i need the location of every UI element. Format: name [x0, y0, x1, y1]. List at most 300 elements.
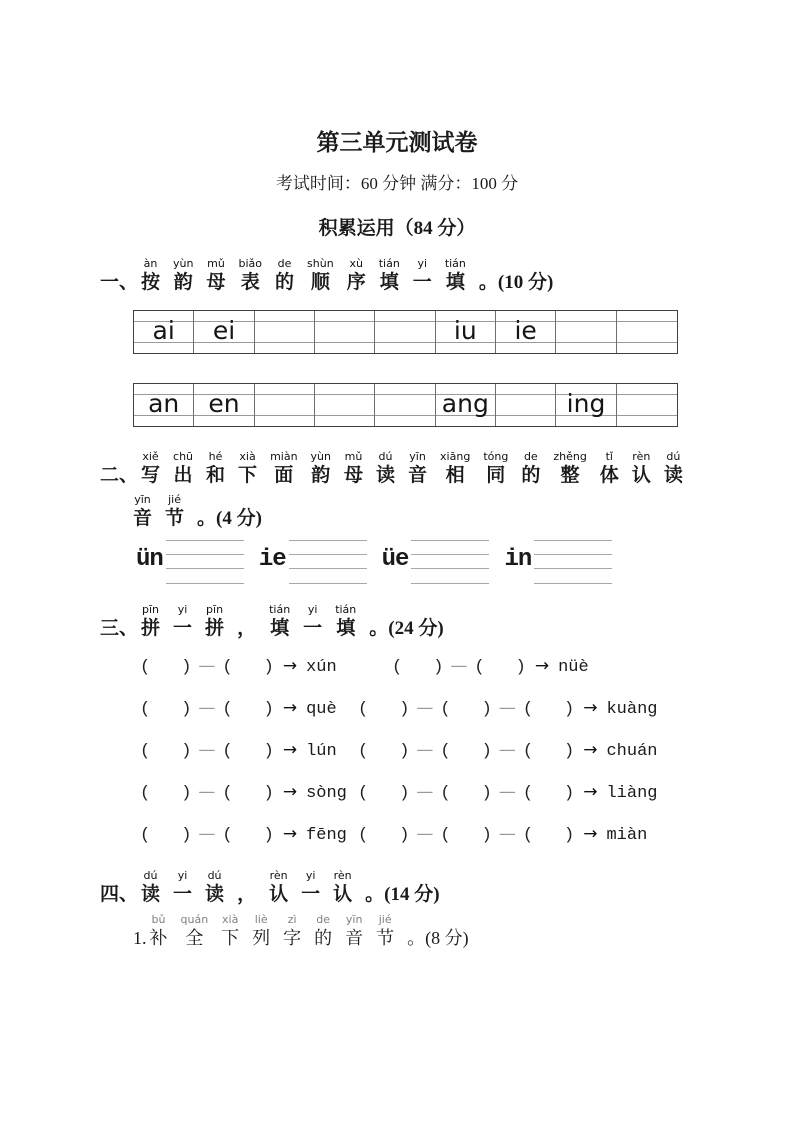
- final-label: ie: [258, 546, 286, 573]
- close-paren: ): [564, 826, 575, 845]
- hanzi-with-pinyin: [379, 257, 400, 294]
- hanzi-with-pinyin: [275, 257, 294, 294]
- hanzi-char: 按: [141, 272, 161, 293]
- final-cell-filled: [194, 384, 254, 426]
- connector-dash: —: [198, 656, 216, 676]
- pinyin-annotation: yi: [417, 257, 428, 270]
- pinyin-annotation: xià: [222, 913, 239, 926]
- close-paren: ): [564, 742, 575, 761]
- bracket-group: [140, 700, 274, 719]
- final-cell-blank: [496, 384, 556, 426]
- question-4-sub1-header: [133, 910, 794, 950]
- connector-dash: —: [498, 824, 516, 844]
- hanzi-char: 韵: [173, 272, 193, 293]
- spelling-row: [140, 740, 794, 763]
- hanzi-char: 母: [206, 272, 226, 293]
- spelling-right: [358, 740, 657, 761]
- close-paren: ): [181, 826, 192, 845]
- answer-item: [259, 540, 367, 584]
- hanzi-char: 的: [314, 928, 333, 948]
- final-text: an: [148, 389, 180, 418]
- hanzi-with-pinyin: [173, 257, 193, 294]
- hanzi-char: 表: [240, 272, 260, 293]
- hanzi-with-pinyin: [483, 450, 508, 487]
- final-label: in: [504, 546, 532, 573]
- connector-dash: —: [450, 656, 468, 676]
- hanzi-with-pinyin: [141, 869, 160, 906]
- hanzi-with-pinyin: [269, 869, 288, 906]
- final-text: ie: [514, 316, 537, 345]
- answer-item: [504, 540, 612, 584]
- pinyin-annotation: hé: [208, 450, 223, 463]
- pinyin-annotation: zhěng: [553, 450, 587, 463]
- final-label: üe: [381, 546, 409, 573]
- syllable: lún: [306, 742, 337, 761]
- pinyin-annotation: yīn: [409, 450, 426, 463]
- hanzi-with-pinyin: [141, 257, 160, 294]
- hanzi-char: 出: [173, 465, 193, 486]
- connector-dash: —: [416, 824, 434, 844]
- arrow-icon: →: [583, 740, 598, 760]
- hanzi-with-pinyin: [205, 603, 224, 640]
- open-paren: (: [140, 700, 151, 719]
- open-paren: (: [358, 784, 369, 803]
- hanzi-char: 一: [301, 884, 321, 905]
- hanzi-with-pinyin: [205, 869, 224, 906]
- open-paren: (: [222, 658, 233, 677]
- hanzi-char: 字: [283, 928, 302, 948]
- final-cell-blank: [375, 311, 435, 353]
- spelling-left: [140, 656, 358, 677]
- close-paren: ): [181, 658, 192, 677]
- arrow-icon: →: [282, 740, 298, 760]
- hanzi-char: 一: [173, 884, 193, 905]
- hanzi-char: 母: [344, 465, 364, 486]
- question-points: 。(14 分): [365, 884, 440, 905]
- spelling-left: [140, 824, 358, 845]
- hanzi-with-pinyin: [141, 450, 160, 487]
- bracket-group: [392, 658, 526, 677]
- pinyin-annotation: dú: [666, 450, 681, 463]
- final-cell-filled: [436, 384, 496, 426]
- hanzi-char: 节: [165, 508, 185, 529]
- hanzi-with-pinyin: [347, 257, 366, 294]
- hanzi-char: ，: [237, 884, 257, 905]
- open-paren: (: [522, 700, 534, 719]
- hanzi-char: 填: [270, 618, 290, 639]
- final-cell-blank: [255, 311, 315, 353]
- question-2-header-line1: [100, 447, 794, 487]
- connector-dash: —: [198, 698, 216, 718]
- open-paren: (: [140, 826, 151, 845]
- close-paren: ): [263, 658, 274, 677]
- syllable: liàng: [606, 784, 658, 803]
- pinyin-annotation: de: [277, 257, 292, 270]
- hanzi-char: 读: [663, 465, 683, 486]
- pinyin-annotation: xià: [239, 450, 256, 463]
- question-text-ruby: [141, 447, 696, 487]
- open-paren: (: [222, 826, 233, 845]
- pinyin-annotation: liè: [254, 913, 268, 926]
- hanzi-with-pinyin: [173, 603, 192, 640]
- arrow-icon: →: [583, 824, 598, 844]
- hanzi-with-pinyin: [165, 493, 184, 530]
- hanzi-with-pinyin: [270, 450, 297, 487]
- bracket-group: [140, 826, 274, 845]
- bracket-group: [140, 658, 274, 677]
- pinyin-annotation: [245, 603, 249, 617]
- pinyin-annotation: rèn: [632, 450, 651, 463]
- hanzi-with-pinyin: [333, 869, 352, 906]
- hanzi-with-pinyin: [307, 257, 334, 294]
- sub-question-number: 1.: [133, 928, 147, 948]
- syllable: chuán: [606, 742, 658, 761]
- open-paren: (: [140, 784, 151, 803]
- hanzi-char: 全: [185, 928, 204, 948]
- pinyin-annotation: tián: [335, 603, 357, 616]
- hanzi-char: ，: [237, 618, 257, 639]
- hanzi-with-pinyin: [408, 450, 427, 487]
- spelling-row: [140, 656, 794, 679]
- open-paren: (: [358, 826, 369, 845]
- pinyin-annotation: yīn: [134, 493, 151, 506]
- question-number: 三、: [100, 618, 139, 639]
- close-paren: ): [181, 700, 192, 719]
- final-text: iu: [453, 316, 477, 345]
- hanzi-with-pinyin: [314, 913, 332, 950]
- syllable: miàn: [606, 826, 648, 845]
- pinyin-annotation: xù: [349, 257, 363, 270]
- question-text-ruby: [141, 866, 365, 906]
- hanzi-with-pinyin: [413, 257, 432, 294]
- pinyin-annotation: zì: [287, 913, 297, 926]
- hanzi-with-pinyin: [345, 913, 363, 950]
- open-paren: (: [522, 784, 534, 803]
- pinyin-annotation: tóng: [483, 450, 509, 463]
- hanzi-char: 列: [252, 928, 271, 948]
- hanzi-char: 一: [303, 618, 323, 639]
- pinyin-annotation: mǔ: [207, 257, 225, 270]
- hanzi-with-pinyin: [376, 913, 394, 950]
- pinyin-annotation: yi: [307, 603, 318, 616]
- open-paren: (: [522, 826, 534, 845]
- question-points: 。(8 分): [407, 928, 469, 948]
- open-paren: (: [440, 826, 451, 845]
- hanzi-with-pinyin: [269, 603, 290, 640]
- spelling-row: [140, 824, 794, 847]
- bracket-group: [358, 826, 574, 845]
- pinyin-annotation: xiě: [142, 450, 159, 463]
- hanzi-with-pinyin: [239, 257, 263, 294]
- pinyin-annotation: chū: [173, 450, 194, 463]
- q3-spelling-rows: [0, 656, 794, 847]
- spelling-left: [140, 740, 358, 761]
- final-cell-blank: [375, 384, 435, 426]
- hanzi-char: 读: [141, 884, 161, 905]
- hanzi-with-pinyin: [376, 450, 395, 487]
- question-2-header-line2: [133, 490, 794, 530]
- hanzi-char: 读: [205, 884, 225, 905]
- hanzi-with-pinyin: [283, 913, 301, 950]
- open-paren: (: [522, 742, 534, 761]
- hanzi-char: 下: [221, 928, 240, 948]
- hanzi-char: 读: [376, 465, 396, 486]
- hanzi-char: 的: [275, 272, 295, 293]
- hanzi-with-pinyin: [221, 913, 239, 950]
- pinyin-annotation: pīn: [142, 603, 160, 616]
- hanzi-with-pinyin: [238, 450, 257, 487]
- hanzi-with-pinyin: [344, 450, 363, 487]
- hanzi-with-pinyin: [252, 913, 270, 950]
- open-paren: (: [358, 700, 369, 719]
- arrow-icon: →: [534, 656, 550, 676]
- hanzi-with-pinyin: [311, 450, 331, 487]
- open-paren: (: [222, 700, 233, 719]
- answer-item: [382, 540, 490, 584]
- pinyin-annotation: rèn: [333, 869, 352, 882]
- question-text-ruby: [133, 490, 197, 530]
- hanzi-char: 顺: [310, 272, 330, 293]
- section-header: 积累运用（84 分）: [318, 218, 476, 239]
- spelling-row: [140, 698, 794, 721]
- hanzi-with-pinyin: [445, 257, 466, 294]
- pinyin-annotation: jié: [168, 493, 181, 506]
- bracket-group: [358, 742, 574, 761]
- bracket-group: [140, 784, 274, 803]
- hanzi-with-pinyin: [301, 869, 320, 906]
- writing-grid-blank: [166, 540, 244, 584]
- hanzi-with-pinyin: [206, 450, 225, 487]
- close-paren: ): [263, 784, 274, 803]
- question-points: 。(4 分): [197, 508, 262, 529]
- final-text: ing: [566, 389, 606, 418]
- pinyin-annotation: shùn: [307, 257, 334, 270]
- pinyin-annotation: dú: [143, 869, 158, 882]
- final-cell-filled: [496, 311, 556, 353]
- final-cell-filled: [194, 311, 254, 353]
- question-points: 。(24 分): [369, 618, 444, 639]
- open-paren: (: [140, 658, 151, 677]
- pinyin-annotation: pīn: [206, 603, 224, 616]
- pinyin-annotation: dú: [378, 450, 393, 463]
- question-points: 。(10 分): [478, 272, 554, 293]
- close-paren: ): [263, 826, 274, 845]
- close-paren: ): [481, 826, 492, 845]
- pinyin-annotation: tián: [378, 257, 400, 270]
- open-paren: (: [474, 658, 485, 677]
- connector-dash: —: [416, 782, 434, 802]
- hanzi-char: 相: [445, 465, 465, 486]
- pinyin-annotation: dú: [207, 869, 222, 882]
- hanzi-char: 认: [333, 884, 353, 905]
- final-cell-filled: [436, 311, 496, 353]
- hanzi-char: 和: [206, 465, 226, 486]
- question-number: 二、: [100, 465, 139, 486]
- pinyin-annotation: bǔ: [151, 913, 166, 926]
- connector-dash: —: [416, 698, 434, 718]
- close-paren: ): [481, 784, 492, 803]
- syllable: sòng: [306, 784, 347, 803]
- close-paren: ): [515, 658, 526, 677]
- page-title: 第三单元测试卷: [316, 130, 478, 155]
- pinyin-annotation: jié: [378, 913, 392, 926]
- final-cell-blank: [315, 311, 375, 353]
- pinyin-annotation: tián: [444, 257, 466, 270]
- pinyin-annotation: àn: [143, 257, 158, 270]
- final-text: en: [208, 389, 240, 418]
- question-text-ruby: [141, 254, 479, 294]
- pinyin-annotation: de: [523, 450, 538, 463]
- hanzi-with-pinyin: [521, 450, 540, 487]
- hanzi-with-pinyin: [206, 257, 225, 294]
- hanzi-char: 填: [336, 618, 356, 639]
- close-paren: ): [564, 700, 575, 719]
- hanzi-char: 面: [274, 465, 294, 486]
- syllable: xún: [306, 658, 337, 677]
- final-cell-blank: [556, 311, 616, 353]
- close-paren: ): [433, 658, 444, 677]
- pinyin-annotation: yi: [177, 603, 188, 616]
- pinyin-annotation: mǔ: [344, 450, 363, 463]
- exam-info: 考试时间：60 分钟 满分：100 分: [275, 174, 519, 193]
- question-3-header: [100, 600, 794, 640]
- pinyin-annotation: tián: [269, 603, 291, 616]
- hanzi-with-pinyin: [133, 493, 152, 530]
- final-cell-filled: [556, 384, 616, 426]
- question-number: 一、: [100, 272, 139, 293]
- arrow-icon: →: [282, 824, 298, 844]
- pinyin-annotation: miàn: [270, 450, 298, 463]
- question-text-ruby: [141, 600, 369, 640]
- hanzi-char: 写: [141, 465, 161, 486]
- open-paren: (: [222, 784, 233, 803]
- connector-dash: —: [198, 740, 216, 760]
- bracket-group: [358, 700, 574, 719]
- syllable: kuàng: [606, 700, 658, 719]
- connector-dash: —: [498, 782, 516, 802]
- hanzi-char: 整: [560, 465, 580, 486]
- pinyin-annotation: xiāng: [440, 450, 471, 463]
- close-paren: ): [399, 826, 410, 845]
- hanzi-char: 一: [173, 618, 193, 639]
- hanzi-with-pinyin: [553, 450, 586, 487]
- arrow-icon: →: [282, 656, 298, 676]
- finals-table-1: [133, 310, 678, 354]
- connector-dash: —: [416, 740, 434, 760]
- connector-dash: —: [198, 782, 216, 802]
- final-cell-blank: [315, 384, 375, 426]
- hanzi-char: 韵: [311, 465, 331, 486]
- hanzi-char: 补: [149, 928, 168, 948]
- arrow-icon: →: [583, 782, 598, 802]
- arrow-icon: →: [282, 782, 298, 802]
- close-paren: ): [263, 742, 274, 761]
- hanzi-with-pinyin: [173, 869, 192, 906]
- pinyin-annotation: [245, 869, 249, 883]
- pinyin-annotation: biǎo: [238, 257, 263, 270]
- final-cell-filled: [134, 384, 194, 426]
- hanzi-with-pinyin: [335, 603, 356, 640]
- spelling-right: [358, 824, 647, 845]
- spelling-right: [392, 656, 589, 677]
- final-text: ang: [441, 389, 489, 418]
- hanzi-char: 一: [412, 272, 432, 293]
- hanzi-char: 序: [346, 272, 366, 293]
- question-1-header: [100, 254, 794, 294]
- hanzi-char: 认: [269, 884, 289, 905]
- hanzi-with-pinyin: [303, 603, 322, 640]
- hanzi-char: 音: [345, 928, 364, 948]
- arrow-icon: →: [583, 698, 598, 718]
- writing-grid-blank: [534, 540, 612, 584]
- hanzi-with-pinyin: [632, 450, 651, 487]
- question-4-header: [100, 866, 794, 906]
- final-cell-blank: [617, 311, 677, 353]
- close-paren: ): [399, 784, 410, 803]
- close-paren: ): [481, 700, 492, 719]
- answer-item: [136, 540, 244, 584]
- pinyin-annotation: yùn: [310, 450, 331, 463]
- question-text-ruby: [150, 910, 408, 950]
- hanzi-char: 填: [445, 272, 465, 293]
- hanzi-with-pinyin: [600, 450, 619, 487]
- question-number: 四、: [100, 884, 139, 905]
- connector-dash: —: [498, 698, 516, 718]
- close-paren: ): [399, 742, 410, 761]
- close-paren: ): [263, 700, 274, 719]
- hanzi-with-pinyin: [440, 450, 470, 487]
- final-cell-filled: [134, 311, 194, 353]
- close-paren: ): [181, 784, 192, 803]
- pinyin-annotation: yi: [177, 869, 188, 882]
- open-paren: (: [392, 658, 403, 677]
- spelling-row: [140, 782, 794, 805]
- arrow-icon: →: [282, 698, 298, 718]
- hanzi-char: 拼: [141, 618, 161, 639]
- hanzi-with-pinyin: [237, 603, 256, 640]
- pinyin-annotation: quán: [180, 913, 209, 926]
- bracket-group: [358, 784, 574, 803]
- open-paren: (: [358, 742, 369, 761]
- hanzi-with-pinyin: [237, 869, 256, 906]
- writing-grid-blank: [289, 540, 367, 584]
- hanzi-char: 认: [631, 465, 651, 486]
- hanzi-char: 音: [133, 508, 153, 529]
- q2-answer-row: [136, 540, 794, 584]
- close-paren: ): [399, 700, 410, 719]
- final-text: ai: [152, 316, 175, 345]
- hanzi-char: 同: [486, 465, 506, 486]
- syllable: què: [306, 700, 337, 719]
- hanzi-char: 体: [599, 465, 619, 486]
- open-paren: (: [440, 700, 451, 719]
- pinyin-annotation: tǐ: [605, 450, 613, 463]
- final-cell-blank: [617, 384, 677, 426]
- final-label: ün: [136, 546, 163, 573]
- spelling-left: [140, 698, 358, 719]
- pinyin-annotation: yi: [305, 869, 316, 882]
- hanzi-char: 下: [238, 465, 258, 486]
- pinyin-annotation: yīn: [345, 913, 363, 926]
- finals-table-2: [133, 383, 678, 427]
- syllable: nüè: [558, 658, 589, 677]
- writing-grid-blank: [411, 540, 489, 584]
- open-paren: (: [440, 784, 451, 803]
- hanzi-with-pinyin: [664, 450, 683, 487]
- spelling-right: [358, 698, 657, 719]
- bracket-group: [140, 742, 274, 761]
- spelling-right: [358, 782, 657, 803]
